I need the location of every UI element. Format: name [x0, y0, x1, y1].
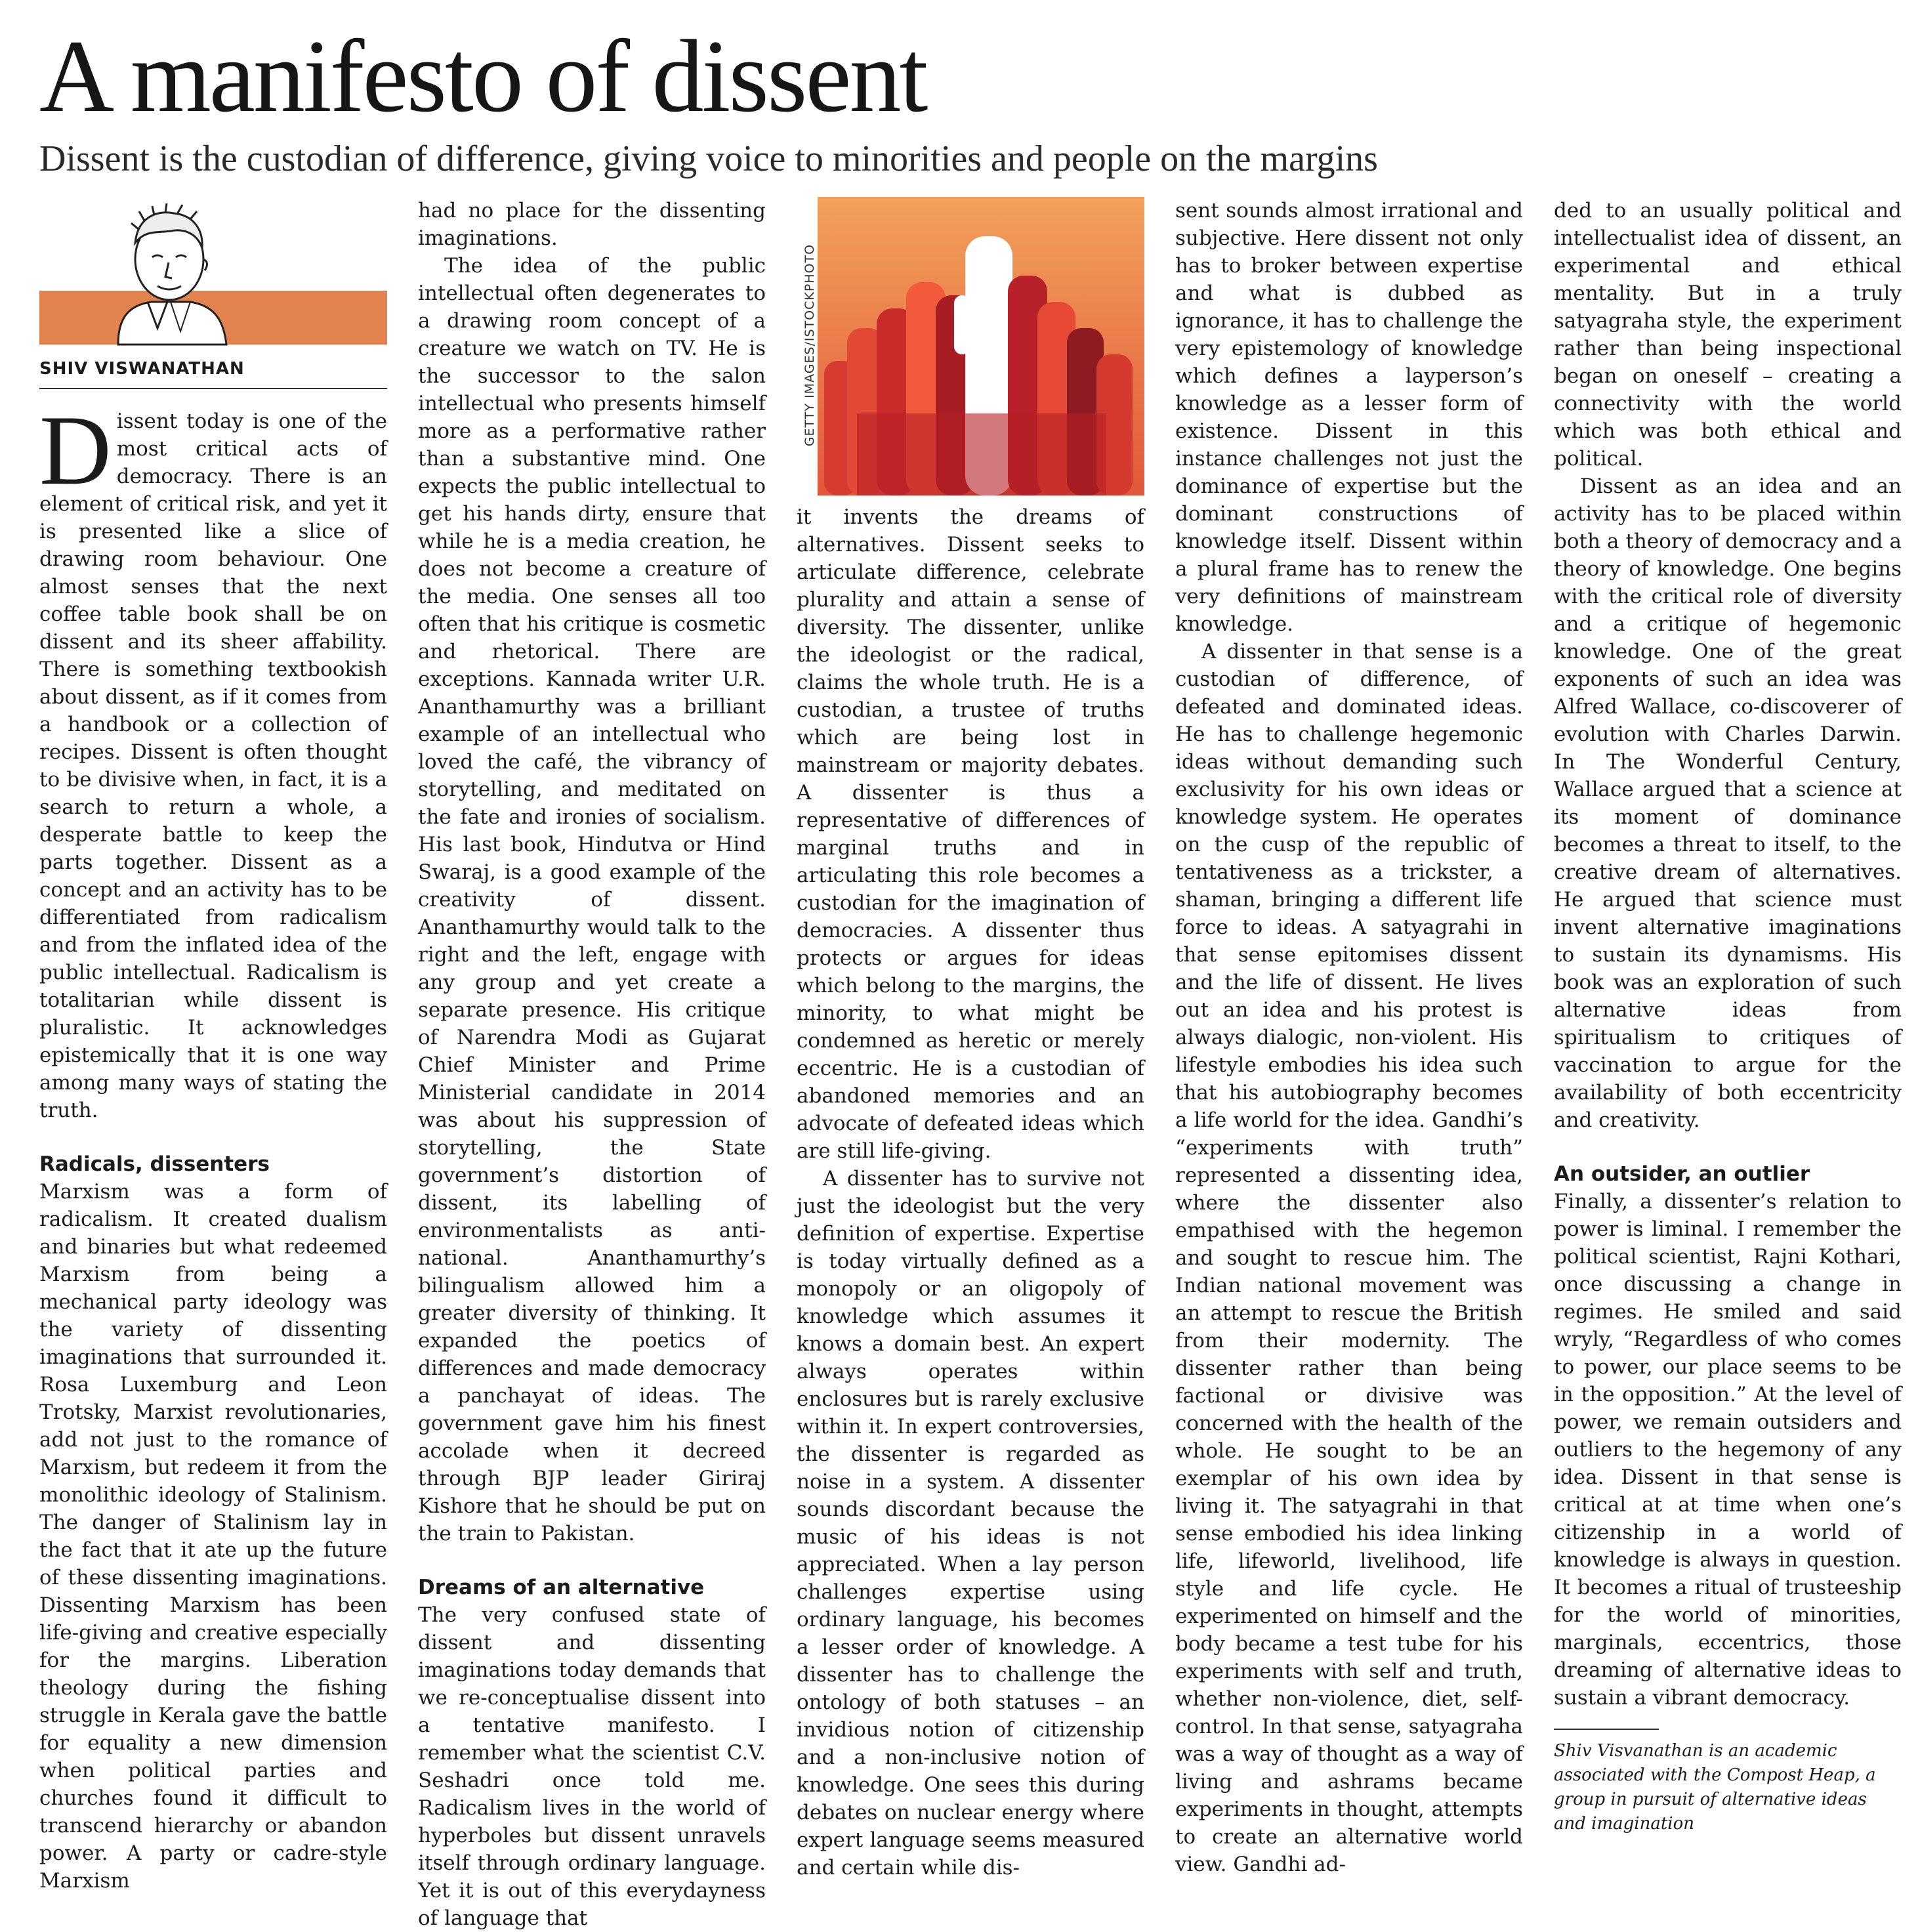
column-1	[39, 197, 387, 1893]
body-paragraph: it invents the dreams of alternatives. Dissent seeks to articulate difference, celebrate plurality and attain a sense of diversity. The dissenter, unlike the ideologist or the radical, claims the whole truth. He is a custodian, a trustee of truths which are being lost in mainstream or majority debates. A dissenter is thus a representative of differences of marginal truths and in articulating this role becomes a custodian for the imagination of democracies. A dissenter thus protects or argues for ideas which belong to the margins, the minority, to what might be condemned as heretic or merely eccentric. He is a custodian of abandoned memories and an advocate of defeated ideas which are still life-giving.	[797, 505, 1144, 1163]
column-3	[797, 197, 1144, 1880]
body-paragraph: A dissenter has to survive not just the ideologist but the very definition of expertise. Expertise is today virtually defined as a monopoly or an oligopoly of knowledge which assumes it knows a domain best. An expert always operates within enclosures but is rarely exclusive within it. In expert controversies, the dissenter is regarded as noise in a system. A dissenter sounds discordant because the music of his ideas is not appreciated. When a lay person challenges expertise using ordinary language, his becomes a lesser order of knowledge. A dissenter has to challenge the ontology of both statuses – an invidious notion of citizenship and a non-inclusive notion of knowledge. One sees this during debates on nuclear energy where expert language seems measured and certain while dis-	[797, 1167, 1144, 1880]
photo-credit: GETTY IMAGES/ISTOCKPHOTO	[803, 243, 817, 447]
column-4	[1175, 197, 1523, 1876]
body-paragraph: A dissenter in that sense is a custodian of difference, of defeated and dominated ideas. He has to challenge hegemonic ideas without demanding such exclusivity for his own ideas or knowledge system. He operates on the cusp of the republic of tentativeness as a trickster, a shaman, bringing a different life force to ideas. A satyagrahi in that sense epitomises dissent and the life of dissent. He lives out an idea and his protest is always dialogic, non-violent. His lifestyle embodies his idea such that his autobiography becomes a life world for the idea. Gandhi’s “experiments with truth” represented a dissenting idea, where the dissenter also empathised with the hegemon and sought to rescue him. The Indian national movement was an attempt to rescue the British from their modernity. The dissenter rather than being factional or divisive was concerned with the health of the whole. He sought to be an exemplar of his own idea by living it. The satyagrahi in that sense embodied his idea linking life, lifeworld, livelihood, life style and life cycle. He experimented on himself and the body became a test tube for his experiments with self and truth, whether non-violence, diet, self-control. In that sense, satyagraha was a way of thought as a way of living and ashrams became experiments in thought, attempts to create an alternative world view. Gandhi ad-	[1175, 640, 1523, 1876]
column-2	[418, 197, 766, 1930]
author-bio: Shiv Visvanathan is an academic associated with the Compost Heap, a group in pursuit of alternative ideas and imagination	[1554, 1741, 1876, 1834]
author-portrait-sketch-icon	[92, 197, 243, 345]
body-paragraph: sent sounds almost irrational and subjective. Here dissent not only has to broker between expertise and what is dubbed as ignorance, it has to challenge the very epistemology of knowledge which defines a layperson’s knowledge as a lesser form of existence. Dissent in this instance challenges not just the dominance of expertise but the dominant constructions of knowledge itself. Dissent within a plural frame has to renew the very definitions of mainstream knowledge.	[1175, 199, 1523, 636]
subhead: Dreams of an alternative	[418, 1576, 705, 1599]
photo	[797, 197, 1144, 495]
body-paragraph: Dissent today is one of the most critical acts of democracy. There is an element of critical risk, and yet it is presented like a slice of drawing room behaviour. One almost senses that the next coffee table book shall be on dissent and its sheer affability. There is something textbookish about dissent, as if it comes from a handbook or a collection of recipes. Dissent is often thought to be divisive when, in fact, it is a search to return a whole, a desperate battle to keep the parts together. Dissent as a concept and an activity has to be differentiated from radicalism and from the inflated idea of the public intellectual. Radicalism is totalitarian while dissent is pluralistic. It acknowledges epistemically that it is one way among many ways of stating the truth.	[39, 395, 387, 1122]
body-paragraph: The very confused state of dissent and dissenting imaginations today demands that we re-conceptualise dissent into a tentative manifesto. I remember what the scientist C.V. Seshadri once told me. Radicalism lives in the world of hyperboles but dissent unravels itself through ordinary language. Yet it is out of this everydayness of language that	[418, 1603, 766, 1930]
subhead: Radicals, dissenters	[39, 1152, 270, 1176]
bio-divider	[1554, 1729, 1659, 1730]
standfirst: Dissent is the custodian of difference, giving voice to minorities and people on the margins	[39, 138, 1378, 179]
author-portrait	[39, 197, 387, 345]
byline: SHIV VISWANATHAN	[39, 359, 387, 389]
body-paragraph: Finally, a dissenter’s relation to power is liminal. I remember the political scientist, Rajni Kothari, once discussing a change in regimes. He smiled and said wryly, “Regardless of who comes to power, our place seems to be in the opposition.” At the level of power, we remain outsiders and outliers to the hegemony of any idea. Dissent in that sense is critical at at time when one’s citizenship in a world of knowledge is always in question. It becomes a ritual of trusteeship for the world of minorities, marginals, eccentrics, those dreaming of alternative ideas to sustain a vibrant democracy.	[1554, 1190, 1902, 1710]
body-paragraph: ded to an usually political and intellectualist idea of dissent, an experimental and ethical mentality. But in a truly satyagraha style, the experiment rather than being inspectional began on oneself – creating a connectivity with the world which was both ethical and political.	[1554, 199, 1902, 471]
body-paragraph: Marxism was a form of radicalism. It created dualism and binaries but what redeemed Marxism from being a mechanical party ideology was the variety of dissenting imaginations that surrounded it. Rosa Luxemburg and Leon Trotsky, Marxist revolutionaries, add not just to the romance of Marxism, but redeem it from the monolithic ideology of Stalinism. The danger of Stalinism lay in the fact that it ate up the future of these dissenting imaginations. Dissenting Marxism has been life-giving and creative especially for the margins. Liberation theology during the fishing struggle in Kerala gave the battle for equality a new dimension when political parties and churches found it difficult to transcend hierarchy or abandon power. A party or cadre-style Marxism	[39, 1180, 387, 1893]
subhead: An outsider, an outlier	[1554, 1162, 1810, 1186]
column-5	[1554, 197, 1902, 1834]
body-paragraph: had no place for the dissenting imaginations.	[418, 199, 766, 250]
raised-hands-illustration-icon	[818, 197, 1144, 495]
headline: A manifesto of dissent	[39, 19, 927, 134]
body-paragraph: Dissent as an idea and an activity has to be placed within both a theory of democracy and a theory of knowledge. One begins with the critical role of diversity and a critique of hegemonic knowledge. One of the great exponents of such an idea was Alfred Wallace, co-discoverer of evolution with Charles Darwin. In The Wonderful Century, Wallace argued that a science at its moment of dominance becomes a threat to itself, to the creative dream of alternatives. He argued that science must invent alternative imaginations to sustain its dynamisms. His book was an exploration of such alternative ideas from spiritualism to critiques of vaccination to argue for the availability of both eccentricity and creativity.	[1554, 474, 1902, 1132]
body-paragraph: The idea of the public intellectual often degenerates to a drawing room concept of a creature we watch on TV. He is the successor to the salon intellectual who presents himself more as a performative rather than a substantive mind. One expects the public intellectual to get his hands dirty, ensure that while he is a media creation, he does not become a creature of the media. One senses all too often that his critique is cosmetic and rhetorical. There are exceptions. Kannada writer U.R. Ananthamurthy was a brilliant example of an intellectual who loved the café, the vibrancy of storytelling, and meditated on the fate and ironies of socialism. His last book, Hindutva or Hind Swaraj, is a good example of the creativity of dissent. Ananthamurthy would talk to the right and the left, engage with any group and yet create a separate presence. His critique of Narendra Modi as Gujarat Chief Minister and Prime Ministerial candidate in 2014 was about his suppression of storytelling, the State government’s distortion of dissent, its labelling of environmentalists as anti-national. Ananthamurthy’s bilingualism allowed him a greater diversity of thinking. It expanded the poetics of differences and made democracy a panchayat of ideas. The government gave him his finest accolade when it decreed through BJP leader Giriraj Kishore that he should be put on the train to Pakistan.	[418, 254, 766, 1545]
